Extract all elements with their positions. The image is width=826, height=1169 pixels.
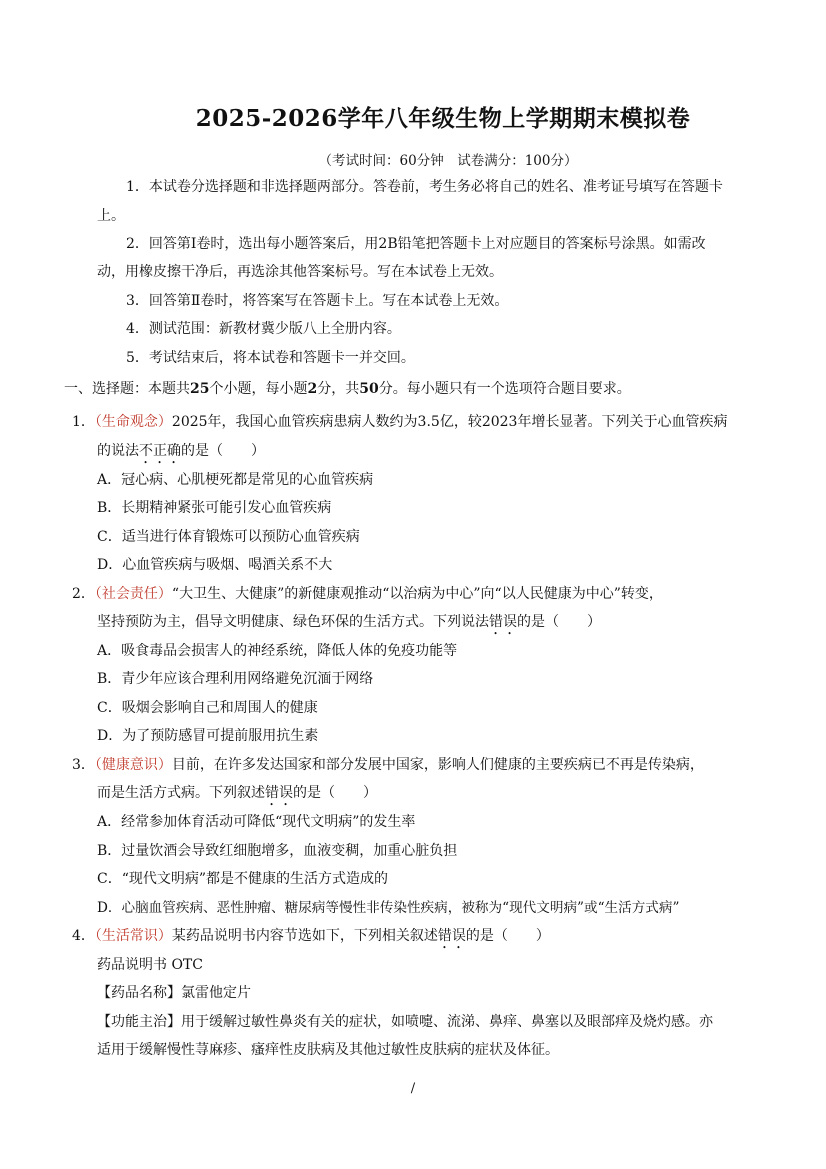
instruction-2-cont: 动，用橡皮擦干净后，再选涂其他答案标号。写在本试卷上无效。 <box>97 264 503 280</box>
instruction-4: 4．测试范围：新教材冀少版八上全册内容。 <box>126 321 401 337</box>
question-3: 3．（健康意识）目前，在许多发达国家和部分发展中国家，影响人们健康的主要疾病已不再是传染病， <box>72 757 704 773</box>
option-d: D．心脑血管疾病、恶性肿瘤、糖尿病等慢性非传染性疾病，被称为“现代文明病”或“生活方式病” <box>97 900 680 916</box>
instruction-1: 1．本试卷分选择题和非选择题两部分。答卷前，考生务必将自己的姓名、准考证号填写在答题卡 <box>126 179 723 195</box>
option-d: D．心血管疾病与吸烟、喝酒关系不大 <box>97 557 333 573</box>
instruction-5: 5．考试结束后，将本试卷和答题卡一并交回。 <box>126 350 415 366</box>
option-b: B．过量饮酒会导致红细胞增多，血液变稠，加重心脏负担 <box>97 843 458 859</box>
question-2-cont: 坚持预防为主，倡导文明健康、绿色环保的生活方式。下列说法错误的是（ ） <box>97 614 601 630</box>
option-c: C．适当进行体育锻炼可以预防心血管疾病 <box>97 529 360 545</box>
question-4: 4．（生活常识）某药品说明书内容节选如下，下列相关叙述错误的是（ ） <box>72 928 550 944</box>
option-c: C．吸烟会影响自己和周围人的健康 <box>97 700 318 716</box>
drug-indication-cont: 适用于缓解慢性荨麻疹、瘙痒性皮肤病及其他过敏性皮肤病的症状及体征。 <box>97 1042 559 1058</box>
exam-info: （考试时间：60分钟 试卷满分：100分） <box>318 153 578 169</box>
option-b: B．青少年应该合理利用网络避免沉湎于网络 <box>97 671 374 687</box>
instruction-1-cont: 上。 <box>97 208 125 224</box>
question-3-cont: 而是生活方式病。下列叙述错误的是（ ） <box>97 785 377 801</box>
instruction-3: 3．回答第Ⅱ卷时，将答案写在答题卡上。写在本试卷上无效。 <box>126 293 509 309</box>
page-title: 2025-2026学年八年级生物上学期期末模拟卷 <box>195 105 691 132</box>
option-a: A．冠心病、心肌梗死都是常见的心血管疾病 <box>97 472 374 488</box>
question-2: 2．（社会责任）“大卫生、大健康”的新健康观推动“以治病为中心”向“以人民健康为中心”转变， <box>72 586 663 602</box>
option-a: A．吸食毒品会损害人的神经系统，降低人体的免疫功能等 <box>97 643 458 659</box>
question-tag: （生活常识） <box>94 928 172 944</box>
page-footer: / <box>410 1081 416 1096</box>
drug-name: 【药品名称】氯雷他定片 <box>97 985 251 1001</box>
instruction-2: 2．回答第Ⅰ卷时，选出每小题答案后，用2B铅笔把答题卡上对应题目的答案标号涂黑。如需改 <box>126 236 706 252</box>
option-d: D．为了预防感冒可提前服用抗生素 <box>97 728 319 744</box>
question-tag: （社会责任） <box>94 586 172 602</box>
question-tag: （生命观念） <box>94 414 172 430</box>
question-1-cont: 的说法不正确的是（ ） <box>97 443 265 459</box>
option-b: B．长期精神紧张可能引发心血管疾病 <box>97 500 332 516</box>
option-a: A．经常参加体育活动可降低“现代文明病”的发生率 <box>97 814 416 830</box>
drug-indication: 【功能主治】用于缓解过敏性鼻炎有关的症状，如喷嚏、流涕、鼻痒、鼻塞以及眼部痒及烧灼感。亦 <box>97 1014 713 1030</box>
question-tag: （健康意识） <box>94 757 172 773</box>
drug-leaflet-header: 药品说明书 OTC <box>97 957 203 973</box>
section-heading: 一、选择题：本题共25个小题，每小题2分，共50分。每小题只有一个选项符合题目要求。 <box>64 381 631 397</box>
option-c: C．“现代文明病”都是不健康的生活方式造成的 <box>97 871 389 887</box>
question-1: 1．（生命观念）2025年，我国心血管疾病患病人数约为3.5亿，较2023年增长显著。下列关于心血管疾病 <box>72 414 728 430</box>
